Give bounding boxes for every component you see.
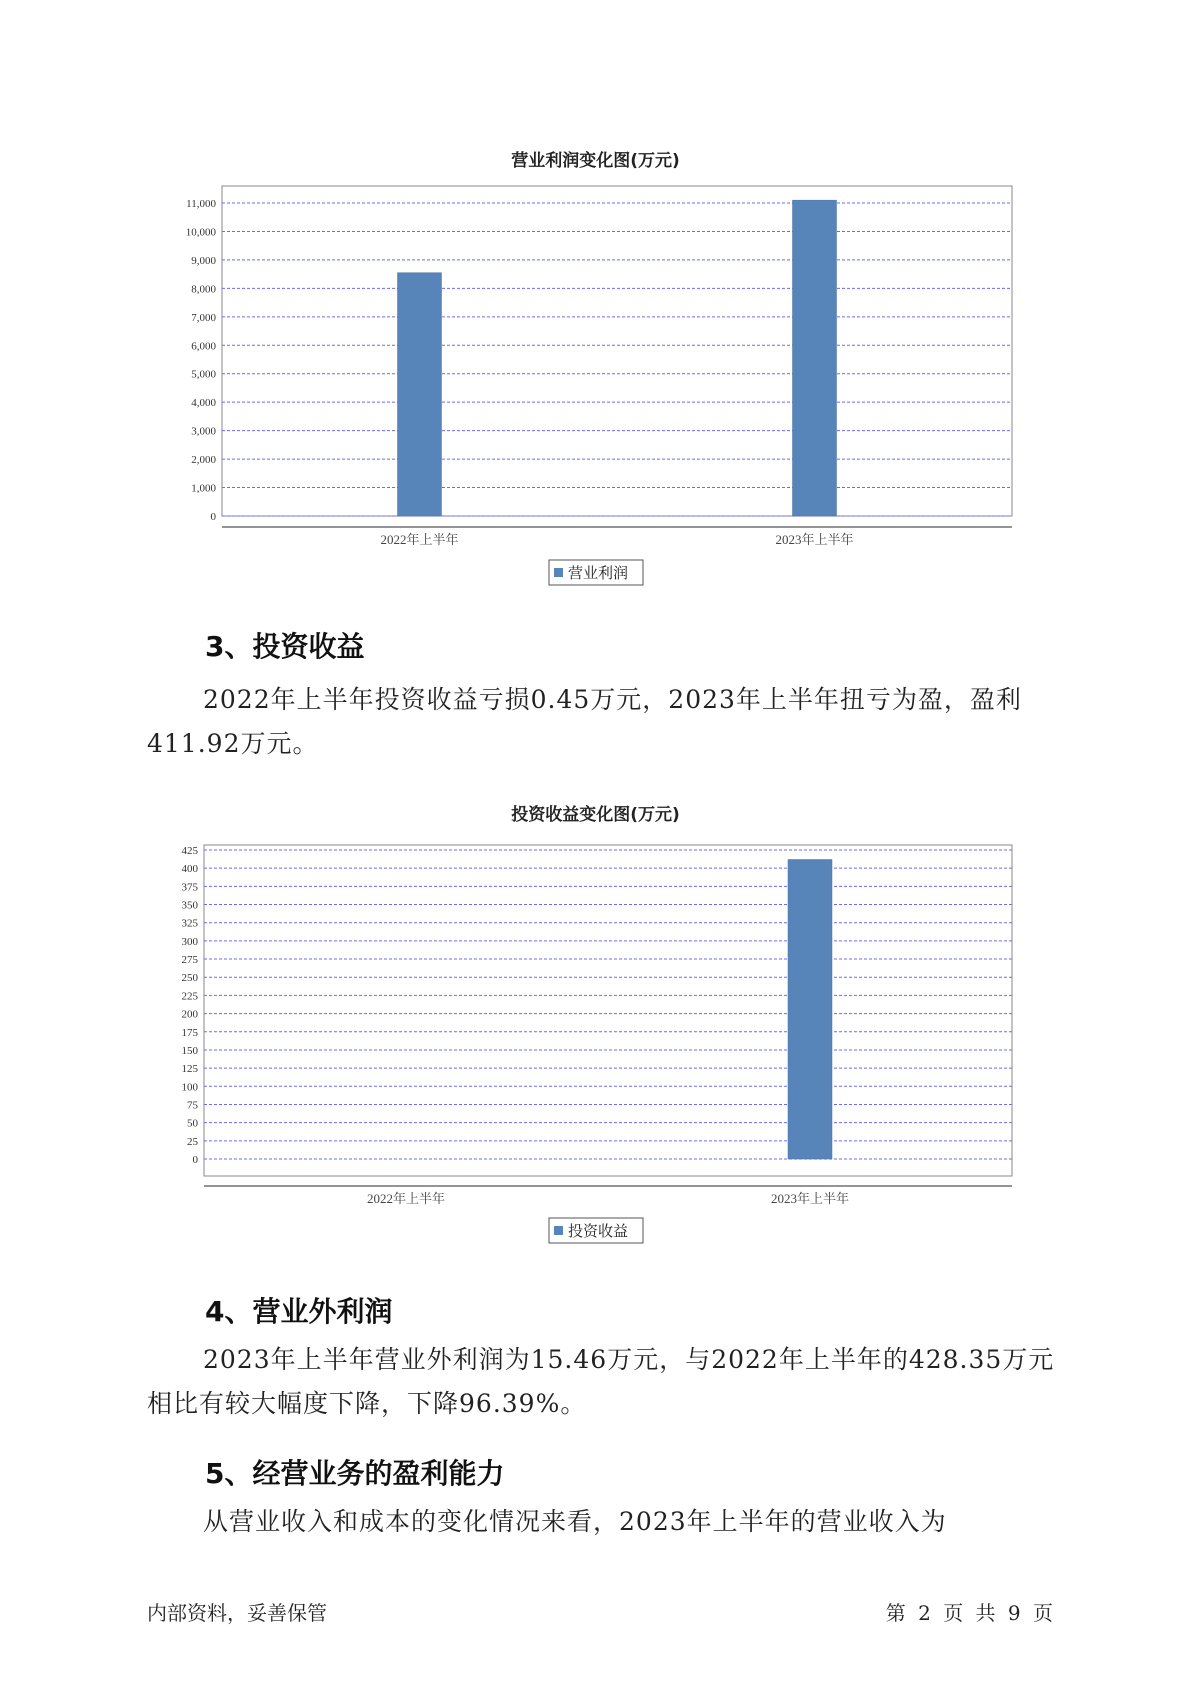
chart1-x-tick-label: 2022年上半年 bbox=[380, 532, 459, 547]
chart1-y-tick-label: 8,000 bbox=[191, 283, 216, 296]
chart2-y-tick-label: 400 bbox=[181, 863, 198, 876]
chart2-legend-label: 投资收益 bbox=[568, 1224, 629, 1240]
chart2-y-tick-label: 200 bbox=[181, 1008, 198, 1021]
chart2-x-tick-label: 2023年上半年 bbox=[770, 1191, 850, 1206]
chart1-y-tick-label: 4,000 bbox=[191, 397, 216, 410]
chart2-y-tick-label: 225 bbox=[181, 990, 198, 1003]
chart2-y-tick-label: 325 bbox=[181, 917, 198, 930]
chart1-y-tick-label: 5,000 bbox=[191, 368, 216, 381]
section-paragraph-profitability: 从营业收入和成本的变化情况来看，2023年上半年的营业收入为 bbox=[203, 1507, 947, 1536]
chart1-legend-label: 营业利润 bbox=[568, 566, 629, 582]
chart1-title: 营业利润变化图(万元) bbox=[511, 151, 680, 171]
chart2-y-tick-label: 150 bbox=[181, 1044, 198, 1057]
section-heading-profitability: 5、经营业务的盈利能力 bbox=[205, 1457, 505, 1490]
section-paragraph-investment-income: 2022年上半年投资收益亏损0.45万元，2023年上半年扭亏为盈，盈利411.92万元。 bbox=[147, 685, 1022, 758]
footer-page-number: 第 2 页 共 9 页 bbox=[885, 1601, 1053, 1625]
chart2-y-tick-label: 375 bbox=[181, 881, 198, 894]
section-heading-investment-income: 3、投资收益 bbox=[205, 630, 365, 663]
chart2-y-tick-label: 425 bbox=[181, 845, 198, 857]
chart2-y-tick-label: 250 bbox=[181, 972, 198, 985]
chart2-plot-area bbox=[204, 845, 1012, 1176]
chart1-x-tick-label: 2023年上半年 bbox=[775, 532, 854, 547]
chart2-y-tick-label: 50 bbox=[187, 1117, 198, 1130]
chart2-y-tick-label: 175 bbox=[181, 1026, 198, 1039]
chart2-y-tick-label: 75 bbox=[187, 1099, 198, 1112]
chart1-y-tick-label: 10,000 bbox=[185, 226, 216, 239]
chart1-y-tick-label: 3,000 bbox=[191, 425, 216, 438]
chart1-y-tick-label: 2,000 bbox=[191, 454, 216, 467]
chart2-y-tick-label: 0 bbox=[192, 1154, 198, 1166]
chart2-y-tick-label: 275 bbox=[181, 954, 198, 967]
section-heading-non-operating-profit: 4、营业外利润 bbox=[205, 1295, 393, 1328]
chart2-y-tick-label: 125 bbox=[181, 1063, 198, 1076]
chart2-legend-swatch bbox=[554, 1226, 563, 1235]
chart2-x-tick-label: 2022年上半年 bbox=[366, 1191, 446, 1206]
chart1-y-tick-label: 1,000 bbox=[191, 482, 216, 495]
chart2-y-tick-label: 100 bbox=[181, 1081, 198, 1094]
chart1-y-tick-label: 6,000 bbox=[191, 340, 216, 353]
chart1-y-tick-label: 9,000 bbox=[191, 254, 216, 267]
footer-confidential-note: 内部资料，妥善保管 bbox=[147, 1601, 327, 1625]
section-paragraph-non-operating-profit: 2023年上半年营业外利润为15.46万元，与2022年上半年的428.35万元相比有较大幅度下降，下降96.39%。 bbox=[147, 1345, 1055, 1418]
chart2-title: 投资收益变化图(万元) bbox=[511, 805, 680, 825]
chart2-y-tick-label: 25 bbox=[187, 1135, 198, 1148]
chart2-y-tick-label: 350 bbox=[181, 899, 198, 912]
chart2-y-tick-label: 300 bbox=[181, 935, 198, 948]
chart1-y-tick-label: 7,000 bbox=[191, 311, 216, 324]
chart2-bar bbox=[788, 860, 832, 1159]
chart1-y-tick-label: 11,000 bbox=[186, 198, 216, 210]
chart1-y-tick-label: 0 bbox=[210, 511, 216, 523]
